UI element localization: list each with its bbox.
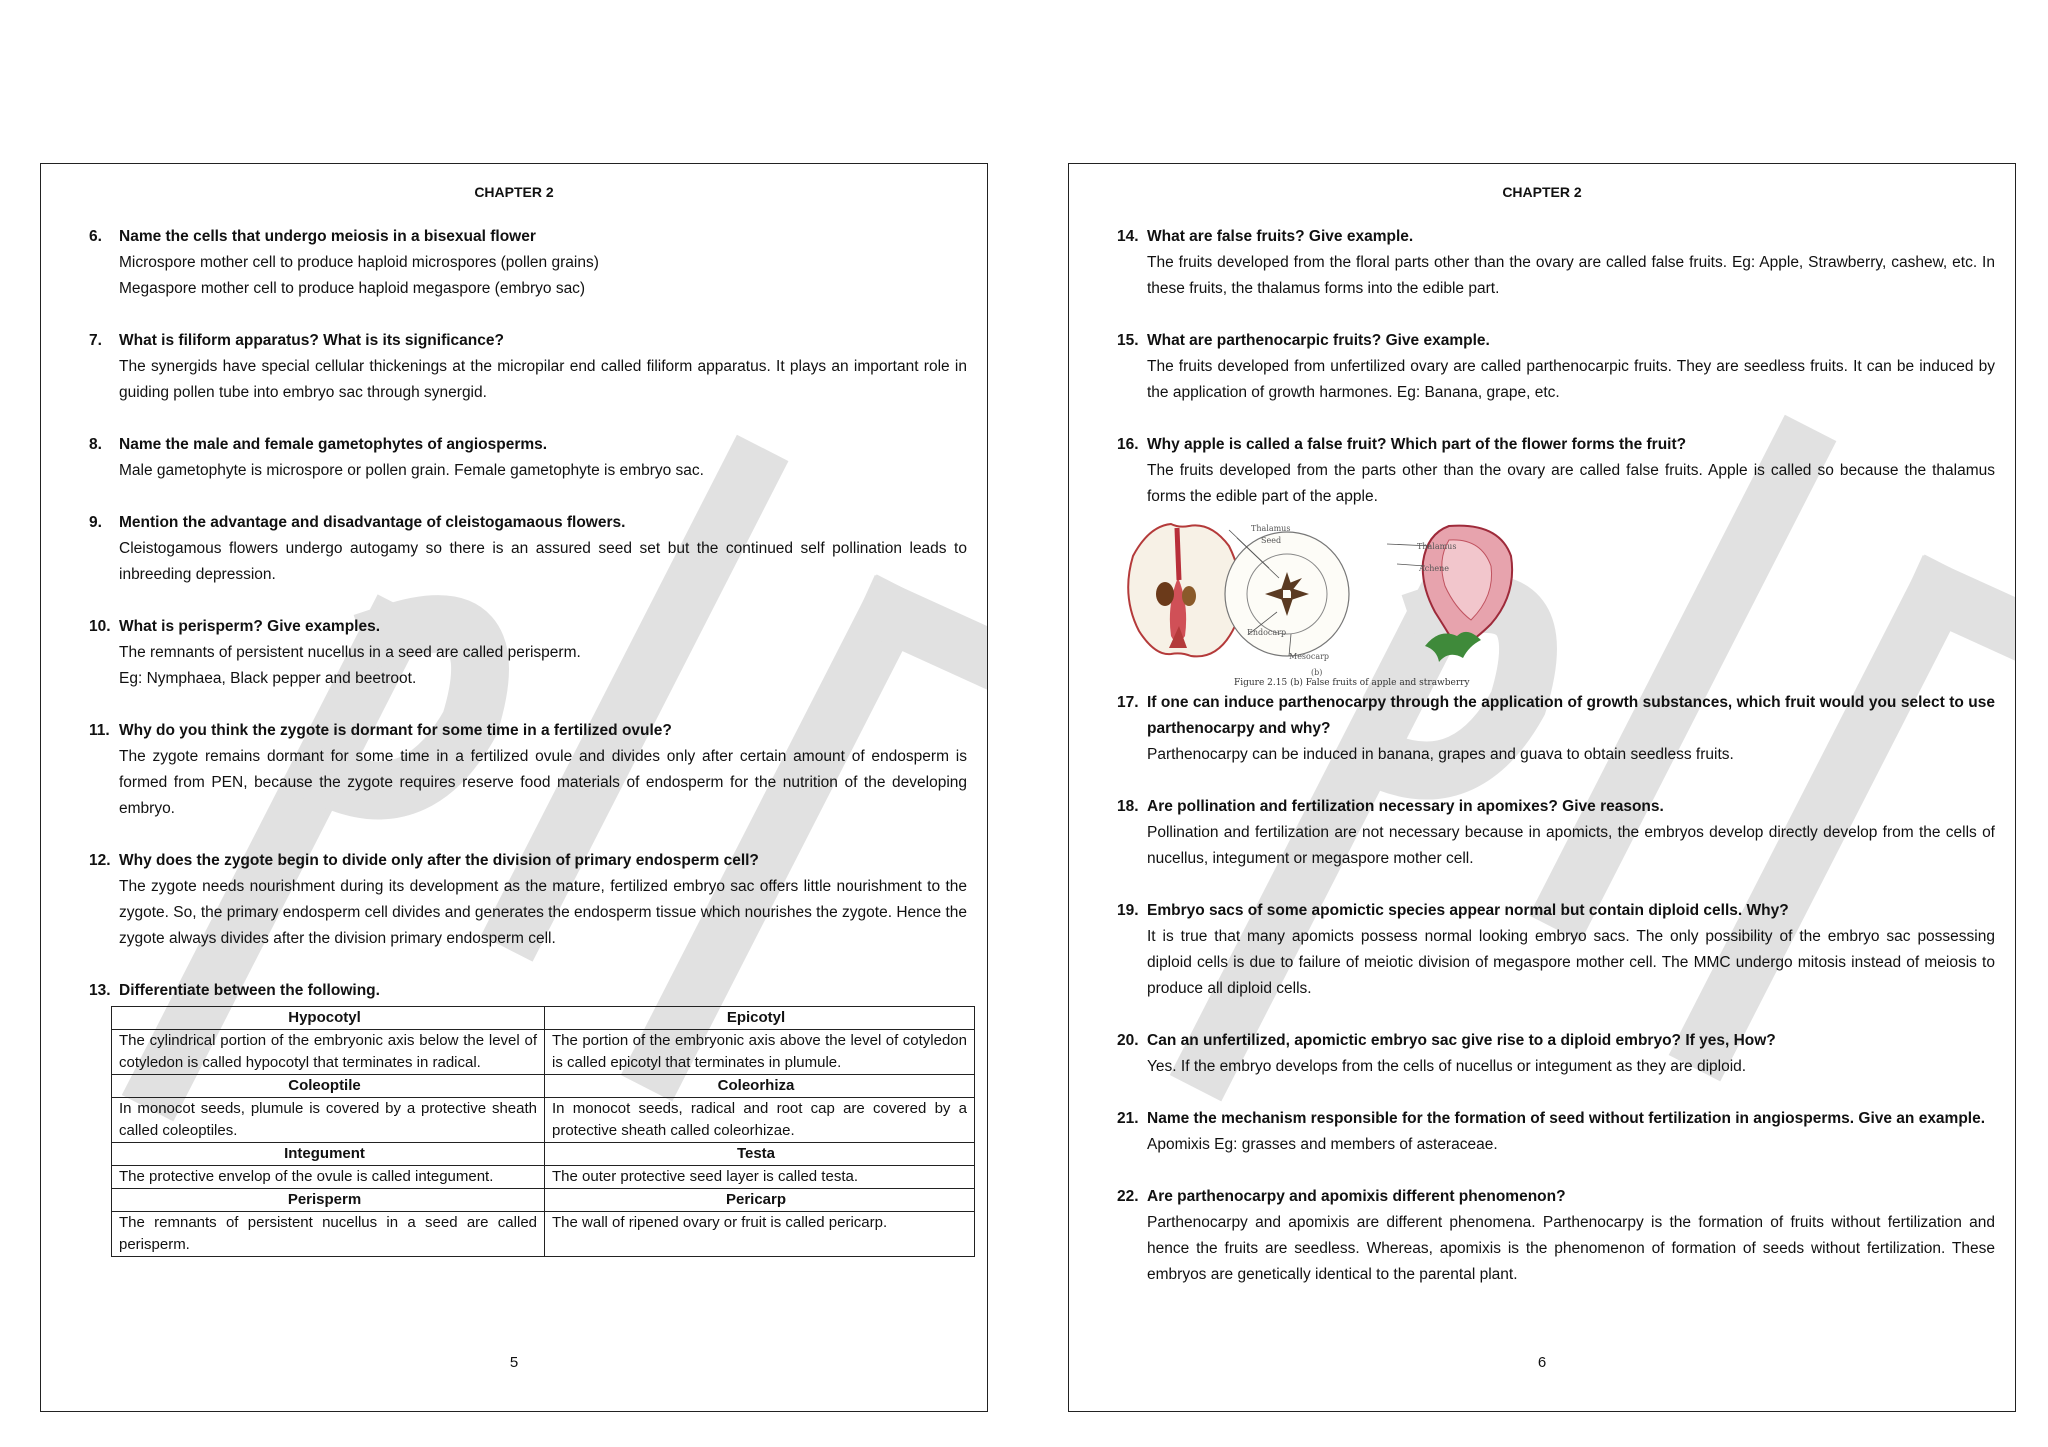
answer-text xyxy=(119,354,967,406)
question-item xyxy=(89,978,967,1257)
table-row xyxy=(112,1212,975,1257)
question-text: Can an unfertilized, apomictic embryo sac give rise to a diploid embryo? If yes, How? xyxy=(1147,1032,1776,1049)
label-thalamus: Thalamus xyxy=(1251,524,1291,533)
question-item xyxy=(89,328,967,406)
label-achene: Achene xyxy=(1419,564,1450,573)
table-cell: The outer protective seed layer is called testa. xyxy=(545,1166,975,1189)
table-cell: The protective envelop of the ovule is called integument. xyxy=(112,1166,545,1189)
answer-text xyxy=(1147,924,1995,1002)
question-text: Are parthenocarpy and apomixis different phenomenon? xyxy=(1147,1188,1566,1205)
table-header-cell: Testa xyxy=(545,1143,975,1166)
label-b: (b) xyxy=(1311,668,1323,677)
question-number: 10. xyxy=(89,618,111,635)
question-item xyxy=(89,614,967,692)
question-text: Are pollination and fertilization necessary in apomixes? Give reasons. xyxy=(1147,798,1664,815)
question-number: 18. xyxy=(1117,798,1139,815)
question-text: What is filiform apparatus? What is its significance? xyxy=(119,332,504,349)
question-text: Mention the advantage and disadvantage of cleistogamaous flowers. xyxy=(119,514,626,531)
label-thalamus-strawberry: Thalamus xyxy=(1417,542,1457,551)
answer-line: Parthenocarpy and apomixis are different phenomena. Parthenocarpy is the formation of fruits without fertilization and hence the fruits are seedless. Whereas, apomixis is the phenomenon of formation of seeds without fertilization. These embryos are genetically identical to the parental plant. xyxy=(1147,1214,1995,1283)
question-item xyxy=(1117,224,1995,302)
answer-line: It is true that many apomicts possess normal looking embryo sacs. The only possibility of the embryo sac possessing diploid cells is due to failure of meiotic division of megaspore mother cell. The MMC undergo mitosis instead of meiosis to produce all diploid cells. xyxy=(1147,928,1995,997)
table-header-cell: Hypocotyl xyxy=(112,1007,545,1030)
answer-text xyxy=(119,250,967,302)
question-list xyxy=(89,224,967,1283)
table-header-cell: Epicotyl xyxy=(545,1007,975,1030)
answer-line: The fruits developed from the parts other than the ovary are called false fruits. Apple is called so because the thalamus forms the edible part of the apple. xyxy=(1147,462,1995,505)
answer-line: Eg: Nymphaea, Black pepper and beetroot. xyxy=(119,670,417,687)
table-row xyxy=(112,1030,975,1075)
question-number: 11. xyxy=(89,722,110,739)
question-text: Name the male and female gametophytes of angiosperms. xyxy=(119,436,548,453)
question-text: Name the mechanism responsible for the formation of seed without fertilization in angiosperms. Give an example. xyxy=(1147,1110,1986,1127)
answer-text xyxy=(1147,742,1995,768)
table-header-cell: Perisperm xyxy=(112,1189,545,1212)
answer-line: Pollination and fertilization are not necessary because in apomicts, the embryos develop directly develop from the cells of nucellus, integument or megaspore mother cell. xyxy=(1147,824,1995,867)
table-header-row xyxy=(112,1075,975,1098)
table-cell: The remnants of persistent nucellus in a seed are called perisperm. xyxy=(112,1212,545,1257)
question-text: What are parthenocarpic fruits? Give example. xyxy=(1147,332,1490,349)
question-number: 22. xyxy=(1117,1188,1139,1205)
question-list xyxy=(1117,224,1995,1314)
question-text: Why does the zygote begin to divide only after the division of primary endosperm cell? xyxy=(119,852,759,869)
table-cell: In monocot seeds, radical and root cap are covered by a protective sheath called coleorhizae. xyxy=(545,1098,975,1143)
answer-text xyxy=(119,536,967,588)
answer-line: The fruits developed from unfertilized ovary are called parthenocarpic fruits. They are seedless fruits. It can be induced by the application of growth harmones. Eg: Banana, grape, etc. xyxy=(1147,358,1995,401)
chapter-header: CHAPTER 2 xyxy=(1502,184,1582,200)
false-fruits-figure xyxy=(1119,516,1539,686)
question-item xyxy=(1117,794,1995,872)
answer-line: Cleistogamous flowers undergo autogamy so there is an assured seed set but the continued self pollination leads to inbreeding depression. xyxy=(119,540,967,583)
question-number: 14. xyxy=(1117,228,1139,245)
difference-table xyxy=(111,1006,975,1257)
question-number: 9. xyxy=(89,514,102,531)
answer-text xyxy=(1147,458,1995,510)
question-number: 19. xyxy=(1117,902,1139,919)
table-cell: The cylindrical portion of the embryonic axis below the level of cotyledon is called hypocotyl that terminates in radical. xyxy=(112,1030,545,1075)
answer-line: The synergids have special cellular thickenings at the micropilar end called filiform apparatus. It plays an important role in guiding pollen tube into embryo sac through synergid. xyxy=(119,358,967,401)
answer-text xyxy=(119,744,967,822)
question-number: 13. xyxy=(89,982,111,999)
question-item xyxy=(1117,898,1995,1002)
table-header-cell: Coleoptile xyxy=(112,1075,545,1098)
label-seed: Seed xyxy=(1261,536,1282,545)
question-number: 20. xyxy=(1117,1032,1139,1049)
table-header-cell: Integument xyxy=(112,1143,545,1166)
table-cell: The portion of the embryonic axis above the level of cotyledon is called epicotyl that terminates in plumule. xyxy=(545,1030,975,1075)
page-right xyxy=(1068,163,2016,1412)
question-number: 21. xyxy=(1117,1110,1139,1127)
answer-text xyxy=(1147,1210,1995,1288)
question-text: Differentiate between the following. xyxy=(119,982,380,999)
question-number: 16. xyxy=(1117,436,1139,453)
question-item xyxy=(89,432,967,484)
answer-text xyxy=(119,874,967,952)
question-text: What are false fruits? Give example. xyxy=(1147,228,1414,245)
answer-text xyxy=(1147,1054,1995,1080)
answer-line: Yes. If the embryo develops from the cells of nucellus or integument as they are diploid. xyxy=(1147,1058,1747,1075)
question-item xyxy=(1117,1028,1995,1080)
label-endocarp: Endocarp xyxy=(1247,628,1287,637)
answer-line: Megaspore mother cell to produce haploid megaspore (embryo sac) xyxy=(119,280,586,297)
answer-text xyxy=(1147,1132,1995,1158)
label-mesocarp: Mesocarp xyxy=(1289,652,1330,661)
chapter-header: CHAPTER 2 xyxy=(474,184,554,200)
answer-line: Apomixis Eg: grasses and members of asteraceae. xyxy=(1147,1136,1498,1153)
answer-text xyxy=(119,458,967,484)
question-number: 7. xyxy=(89,332,102,349)
question-item xyxy=(89,224,967,302)
table-header-cell: Pericarp xyxy=(545,1189,975,1212)
answer-text xyxy=(1147,820,1995,872)
answer-line: Microspore mother cell to produce haploid microspores (pollen grains) xyxy=(119,254,599,271)
question-item xyxy=(1117,328,1995,406)
question-number: 12. xyxy=(89,852,111,869)
question-number: 6. xyxy=(89,228,102,245)
page-number: 6 xyxy=(1537,1354,1547,1371)
table-header-cell: Coleorhiza xyxy=(545,1075,975,1098)
answer-text xyxy=(1147,354,1995,406)
question-item xyxy=(1117,1184,1995,1288)
table-header-row xyxy=(112,1007,975,1030)
page-number: 5 xyxy=(509,1354,519,1371)
answer-line: The zygote remains dormant for some time in a fertilized ovule and divides only after certain amount of endosperm is formed from PEN, because the zygote requires reserve food materials of endosperm for the nutrition of the developing embryo. xyxy=(119,748,967,817)
page-left xyxy=(40,163,988,1412)
table-cell: The wall of ripened ovary or fruit is called pericarp. xyxy=(545,1212,975,1257)
answer-text xyxy=(1147,250,1995,302)
question-item xyxy=(1117,690,1995,768)
question-item xyxy=(89,510,967,588)
answer-line: The fruits developed from the floral parts other than the ovary are called false fruits. Eg: Apple, Strawberry, cashew, etc. In these fruits, the thalamus forms into the edible part. xyxy=(1147,254,1995,297)
question-item xyxy=(1117,432,1995,510)
question-text: Embryo sacs of some apomictic species appear normal but contain diploid cells. Why? xyxy=(1147,902,1789,919)
question-text: Why apple is called a false fruit? Which part of the flower forms the fruit? xyxy=(1147,436,1687,453)
table-cell: In monocot seeds, plumule is covered by a protective sheath called coleoptiles. xyxy=(112,1098,545,1143)
question-item xyxy=(89,848,967,952)
answer-line: The remnants of persistent nucellus in a seed are called perisperm. xyxy=(119,644,581,661)
answer-line: Parthenocarpy can be induced in banana, grapes and guava to obtain seedless fruits. xyxy=(1147,746,1734,763)
answer-text xyxy=(119,640,967,692)
table-row xyxy=(112,1098,975,1143)
question-text: If one can induce parthenocarpy through the application of growth substances, which fruit would you select to use parthenocarpy and why? xyxy=(1147,694,1995,737)
question-text: What is perisperm? Give examples. xyxy=(119,618,381,635)
question-number: 17. xyxy=(1117,694,1139,711)
question-number: 8. xyxy=(89,436,102,453)
table-header-row xyxy=(112,1143,975,1166)
figure-caption: Figure 2.15 (b) False fruits of apple and strawberry xyxy=(1234,678,1470,688)
question-number: 15. xyxy=(1117,332,1139,349)
question-text: Name the cells that undergo meiosis in a bisexual flower xyxy=(119,228,536,245)
answer-line: The zygote needs nourishment during its development as the mature, fertilized embryo sac offers little nourishment to the zygote. So, the primary endosperm cell divides and generates the endosperm tissue which nourishes the zygote. Hence the zygote always divides after the division primary endosperm cell. xyxy=(119,878,967,947)
table-row xyxy=(112,1166,975,1189)
answer-line: Male gametophyte is microspore or pollen grain. Female gametophyte is embryo sac. xyxy=(119,462,704,479)
question-item xyxy=(1117,1106,1995,1158)
table-header-row xyxy=(112,1189,975,1212)
question-text: Why do you think the zygote is dormant for some time in a fertilized ovule? xyxy=(119,722,672,739)
question-item xyxy=(89,718,967,822)
